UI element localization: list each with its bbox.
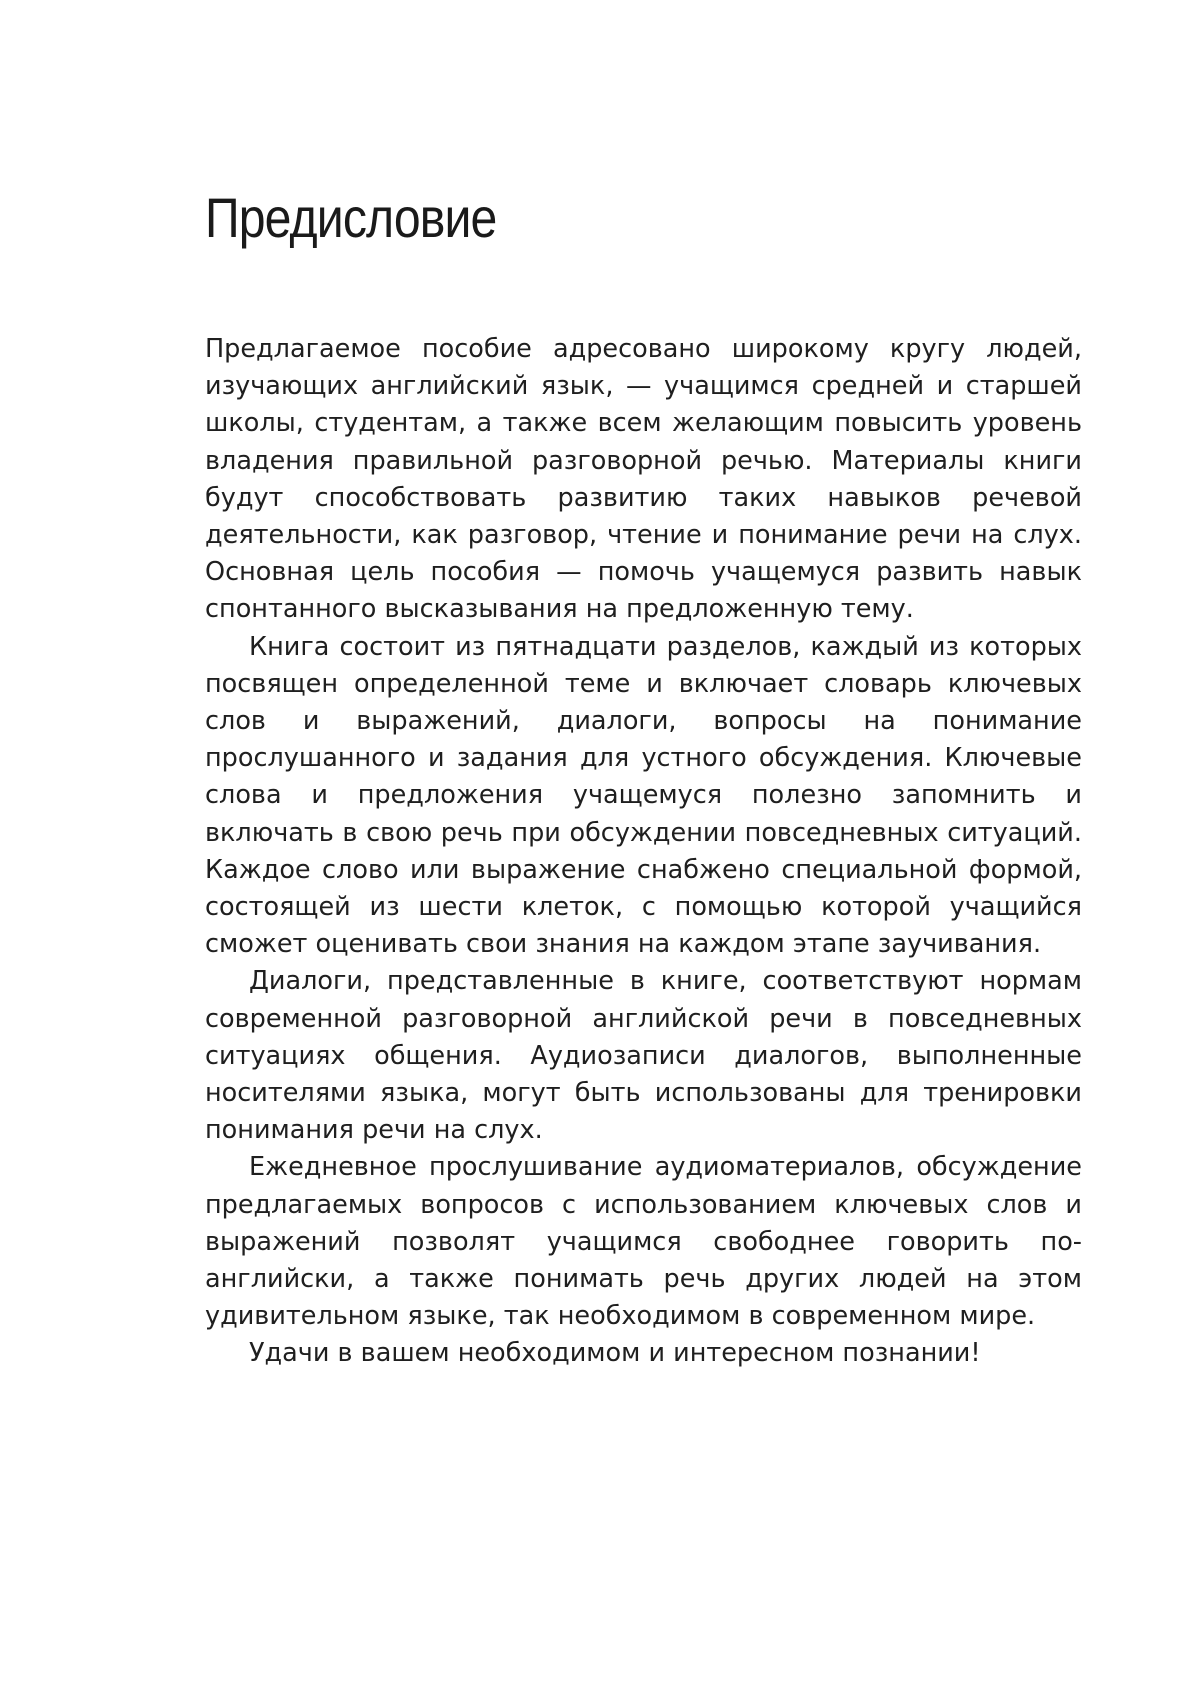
- paragraph-intro: Предлагаемое пособие адресовано широкому кругу людей, изучающих английский язык, — учащимся средней и старшей школы, студентам, а также всем желающим повысить уровень владения правильной разговорной речью. Материалы книги будут способствовать развитию таких навыков речевой деятельности, как разговор, чтение и понимание речи на слух. Основная цель пособия — помочь учащемуся развить навык спонтанного высказывания на предложенную тему.: [205, 334, 1082, 625]
- paragraph-structure: Книга состоит из пятнадцати разделов, каждый из которых посвящен определенной теме и включает словарь ключевых слов и выражений, диалоги, вопросы на понимание прослушанного и задания для устного обсуждения. Ключевые слова и предложения учащемуся полезно запомнить и включать в свою речь при обсуждении повседневных ситуаций. Каждое слово или выражение снабжено специальной формой, состоящей из шести клеток, с помощью которой учащийся сможет оценивать свои знания на каждом этапе заучивания.: [205, 631, 1082, 960]
- preface-body: [205, 331, 1082, 1373]
- paragraph-practice: Ежедневное прослушивание аудиоматериалов, обсуждение предлагаемых вопросов с использованием ключевых слов и выражений позволят учащимся свободнее говорить по-английски, а также понимать речь других людей на этом удивительном языке, так необходимом в современном мире.: [205, 1152, 1082, 1332]
- paragraph-closing: Удачи в вашем необходимом и интересном познании!: [249, 1338, 981, 1369]
- paragraph-dialogues: Диалоги, представленные в книге, соответствуют нормам современной разговорной английской речи в повседневных ситуациях общения. Аудиозаписи диалогов, выполненные носителями языка, могут быть использованы для тренировки понимания речи на слух.: [205, 966, 1082, 1146]
- page-title: Предисловие: [205, 186, 497, 249]
